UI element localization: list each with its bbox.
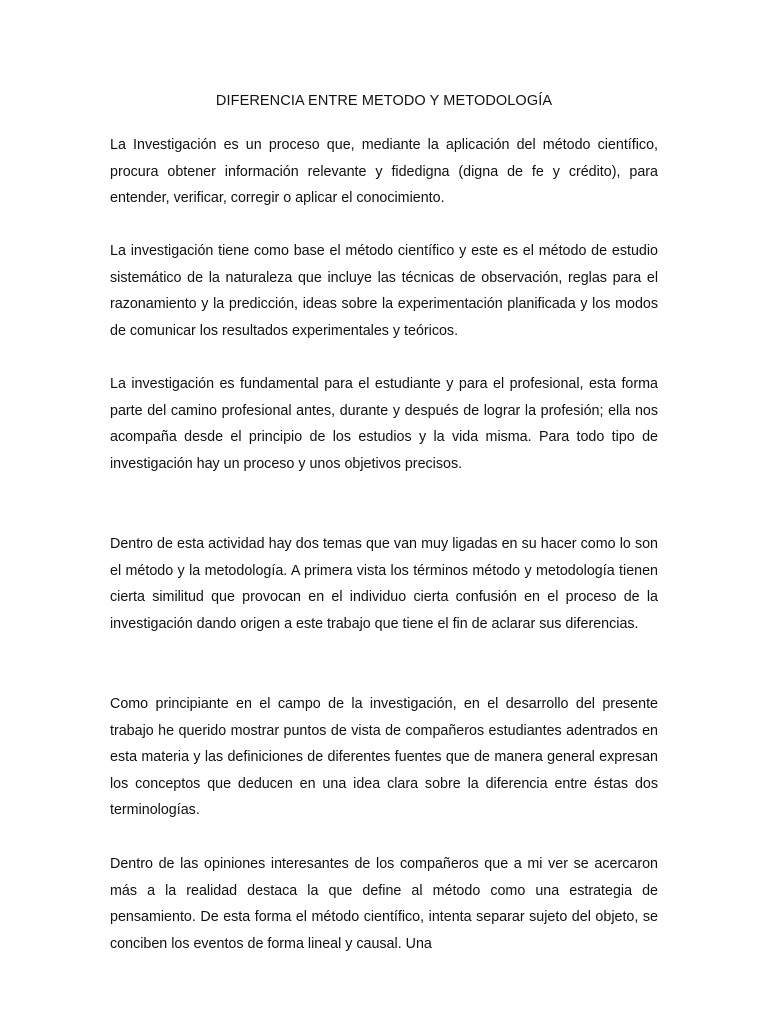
paragraph-4: Dentro de esta actividad hay dos temas que van muy ligadas en su hacer como lo son el método y la metodología. A primera vista los términos método y metodología tienen cierta similitud que provocan en el individuo cierta confusión en el proceso de la investigación dando origen a este trabajo que tiene el fin de aclarar sus diferencias. — [110, 536, 658, 632]
paragraph-3: La investigación es fundamental para el estudiante y para el profesional, esta forma parte del camino profesional antes, durante y después de lograr la profesión; ella nos acompaña desde el principio de los estudios y la vida misma. Para todo tipo de investigación hay un proceso y unos objetivos precisos. — [110, 376, 658, 472]
paragraph-2: La investigación tiene como base el método científico y este es el método de estudio sistemático de la naturaleza que incluye las técnicas de observación, reglas para el razonamiento y la predicción, ideas sobre la experimentación planificada y los modos de comunicar los resultados experimentales y teóricos. — [110, 243, 658, 339]
paragraph-6: Dentro de las opiniones interesantes de los compañeros que a mi ver se acercaron más a la realidad destaca la que define al método como una estrategia de pensamiento. De esta forma el método científico, intenta separar sujeto del objeto, se conciben los eventos de forma lineal y causal. Una — [110, 856, 658, 952]
document-title: DIFERENCIA ENTRE METODO Y METODOLOGÍA — [215, 93, 553, 109]
paragraph-1: La Investigación es un proceso que, mediante la aplicación del método científico, procura obtener información relevante y fidedigna (digna de fe y crédito), para entender, verificar, corregir o aplicar el conocimiento. — [110, 137, 658, 207]
paragraph-5: Como principiante en el campo de la investigación, en el desarrollo del presente trabajo he querido mostrar puntos de vista de compañeros estudiantes adentrados en esta materia y las definiciones de diferentes fuentes que de manera general expresan los conceptos que deducen en una idea clara sobre la diferencia entre éstas dos terminologías. — [110, 696, 658, 819]
